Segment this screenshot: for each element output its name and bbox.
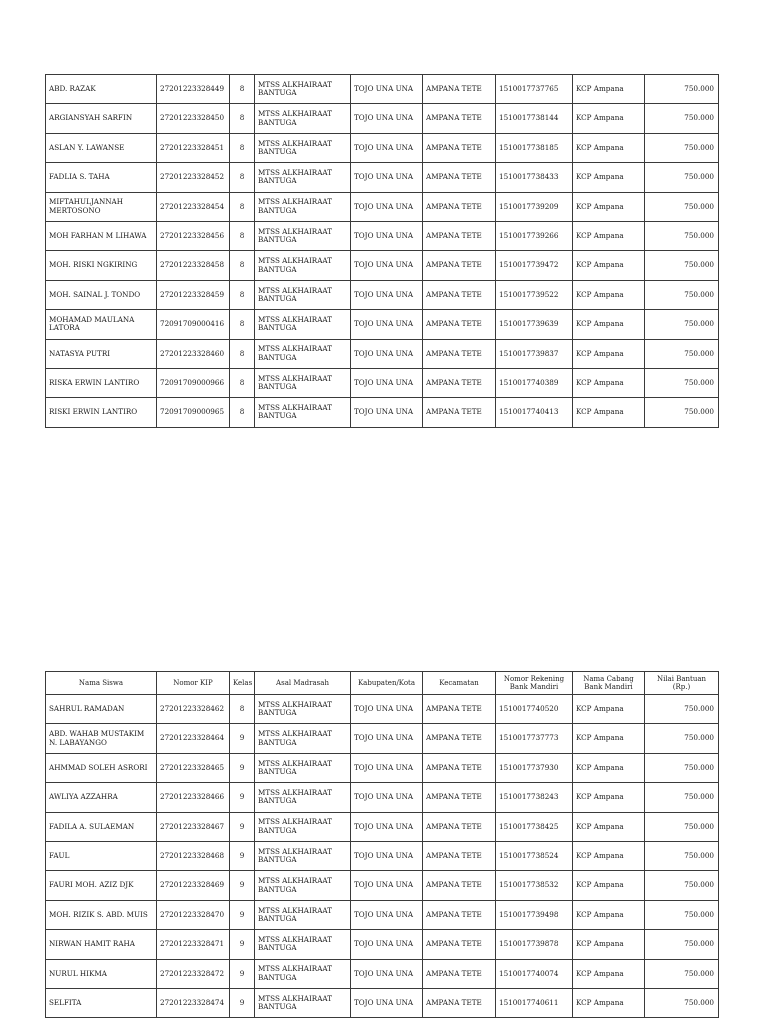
cell-nomor-kip: 27201223328452 <box>157 163 230 192</box>
table-row <box>46 959 719 988</box>
cell-nilai-bantuan: 750.000 <box>645 930 719 959</box>
cell-kelas: 9 <box>230 988 255 1017</box>
cell-kabupaten: TOJO UNA UNA <box>351 192 423 221</box>
cell-kabupaten: TOJO UNA UNA <box>351 871 423 900</box>
cell-asal-madrasah: MTSS ALKHAIRAAT BANTUGA <box>255 75 351 104</box>
cell-nomor-rekening: 1510017739522 <box>496 280 573 309</box>
cell-kecamatan: AMPANA TETE <box>423 368 496 397</box>
cell-kelas: 8 <box>230 251 255 280</box>
table-row <box>46 280 719 309</box>
cell-nilai-bantuan: 750.000 <box>645 959 719 988</box>
cell-nama-siswa: ABD. RAZAK <box>46 75 157 104</box>
cell-nama-siswa: AHMMAD SOLEH ASRORI <box>46 753 157 782</box>
cell-asal-madrasah: MTSS ALKHAIRAAT BANTUGA <box>255 959 351 988</box>
cell-nama-cabang: KCP Ampana <box>573 753 645 782</box>
cell-nomor-kip: 27201223328454 <box>157 192 230 221</box>
cell-kabupaten: TOJO UNA UNA <box>351 900 423 929</box>
table-row <box>46 368 719 397</box>
cell-nama-cabang: KCP Ampana <box>573 221 645 250</box>
cell-nama-cabang: KCP Ampana <box>573 251 645 280</box>
cell-kabupaten: TOJO UNA UNA <box>351 398 423 427</box>
cell-nama-cabang: KCP Ampana <box>573 163 645 192</box>
cell-nomor-kip: 27201223328469 <box>157 871 230 900</box>
cell-nomor-rekening: 1510017738433 <box>496 163 573 192</box>
cell-nilai-bantuan: 750.000 <box>645 398 719 427</box>
cell-nama-cabang: KCP Ampana <box>573 192 645 221</box>
cell-nomor-kip: 27201223328460 <box>157 339 230 368</box>
cell-kecamatan: AMPANA TETE <box>423 988 496 1017</box>
cell-nomor-rekening: 1510017738524 <box>496 841 573 870</box>
cell-kecamatan: AMPANA TETE <box>423 753 496 782</box>
cell-nilai-bantuan: 750.000 <box>645 841 719 870</box>
cell-asal-madrasah: MTSS ALKHAIRAAT BANTUGA <box>255 930 351 959</box>
cell-kecamatan: AMPANA TETE <box>423 104 496 133</box>
table-row <box>46 724 719 753</box>
cell-nama-siswa: ASLAN Y. LAWANSE <box>46 133 157 162</box>
cell-asal-madrasah: MTSS ALKHAIRAAT BANTUGA <box>255 251 351 280</box>
cell-nama-siswa: SELFITA <box>46 988 157 1017</box>
table-row <box>46 251 719 280</box>
cell-nomor-kip: 27201223328472 <box>157 959 230 988</box>
cell-nama-siswa: MOH. RISKI NGKIRING <box>46 251 157 280</box>
cell-nama-siswa: FADILA A. SULAEMAN <box>46 812 157 841</box>
cell-kecamatan: AMPANA TETE <box>423 221 496 250</box>
cell-kelas: 9 <box>230 959 255 988</box>
cell-kabupaten: TOJO UNA UNA <box>351 339 423 368</box>
cell-kabupaten: TOJO UNA UNA <box>351 75 423 104</box>
cell-nomor-rekening: 1510017737773 <box>496 724 573 753</box>
cell-nomor-kip: 27201223328474 <box>157 988 230 1017</box>
cell-nama-cabang: KCP Ampana <box>573 695 645 724</box>
cell-asal-madrasah: MTSS ALKHAIRAAT BANTUGA <box>255 192 351 221</box>
table-row <box>46 221 719 250</box>
table-row <box>46 812 719 841</box>
cell-asal-madrasah: MTSS ALKHAIRAAT BANTUGA <box>255 339 351 368</box>
cell-nilai-bantuan: 750.000 <box>645 783 719 812</box>
table-row <box>46 133 719 162</box>
cell-nama-cabang: KCP Ampana <box>573 339 645 368</box>
cell-kecamatan: AMPANA TETE <box>423 900 496 929</box>
cell-nomor-kip: 27201223328467 <box>157 812 230 841</box>
header-nama-siswa: Nama Siswa <box>46 672 157 695</box>
cell-nama-cabang: KCP Ampana <box>573 133 645 162</box>
cell-nama-siswa: MOHAMAD MAULANA LATORA <box>46 310 157 339</box>
header-row <box>46 672 719 695</box>
cell-kelas: 9 <box>230 753 255 782</box>
cell-kelas: 8 <box>230 310 255 339</box>
cell-kabupaten: TOJO UNA UNA <box>351 368 423 397</box>
cell-nomor-kip: 27201223328470 <box>157 900 230 929</box>
cell-asal-madrasah: MTSS ALKHAIRAAT BANTUGA <box>255 398 351 427</box>
cell-nilai-bantuan: 750.000 <box>645 724 719 753</box>
cell-asal-madrasah: MTSS ALKHAIRAAT BANTUGA <box>255 163 351 192</box>
cell-kelas: 9 <box>230 930 255 959</box>
cell-nomor-kip: 27201223328451 <box>157 133 230 162</box>
cell-nilai-bantuan: 750.000 <box>645 251 719 280</box>
table-row <box>46 192 719 221</box>
cell-asal-madrasah: MTSS ALKHAIRAAT BANTUGA <box>255 133 351 162</box>
cell-nomor-kip: 27201223328468 <box>157 841 230 870</box>
table-top-body <box>46 75 719 428</box>
cell-nomor-rekening: 1510017739209 <box>496 192 573 221</box>
cell-kelas: 8 <box>230 339 255 368</box>
cell-nama-cabang: KCP Ampana <box>573 812 645 841</box>
cell-kabupaten: TOJO UNA UNA <box>351 753 423 782</box>
cell-kecamatan: AMPANA TETE <box>423 398 496 427</box>
cell-nomor-kip: 27201223328456 <box>157 221 230 250</box>
cell-nama-siswa: MOH. SAINAL J. TONDO <box>46 280 157 309</box>
cell-asal-madrasah: MTSS ALKHAIRAAT BANTUGA <box>255 812 351 841</box>
header-kelas: Kelas <box>230 672 255 695</box>
cell-kabupaten: TOJO UNA UNA <box>351 959 423 988</box>
cell-nomor-kip: 27201223328471 <box>157 930 230 959</box>
cell-nama-cabang: KCP Ampana <box>573 104 645 133</box>
cell-nama-cabang: KCP Ampana <box>573 280 645 309</box>
cell-kecamatan: AMPANA TETE <box>423 812 496 841</box>
cell-kecamatan: AMPANA TETE <box>423 75 496 104</box>
cell-kelas: 8 <box>230 163 255 192</box>
cell-kecamatan: AMPANA TETE <box>423 841 496 870</box>
cell-kelas: 9 <box>230 783 255 812</box>
header-nilai-bantuan: Nilai Bantuan (Rp.) <box>645 672 719 695</box>
cell-nama-cabang: KCP Ampana <box>573 871 645 900</box>
cell-nomor-rekening: 1510017739266 <box>496 221 573 250</box>
cell-kecamatan: AMPANA TETE <box>423 724 496 753</box>
cell-nama-cabang: KCP Ampana <box>573 398 645 427</box>
cell-kelas: 8 <box>230 104 255 133</box>
cell-nilai-bantuan: 750.000 <box>645 368 719 397</box>
cell-nomor-rekening: 1510017737765 <box>496 75 573 104</box>
table-row <box>46 695 719 724</box>
header-nomor-kip: Nomor KIP <box>157 672 230 695</box>
header-kecamatan: Kecamatan <box>423 672 496 695</box>
cell-nilai-bantuan: 750.000 <box>645 900 719 929</box>
cell-kecamatan: AMPANA TETE <box>423 133 496 162</box>
cell-nama-siswa: RISKI ERWIN LANTIRO <box>46 398 157 427</box>
cell-asal-madrasah: MTSS ALKHAIRAAT BANTUGA <box>255 988 351 1017</box>
cell-nilai-bantuan: 750.000 <box>645 339 719 368</box>
cell-nama-siswa: ABD. WAHAB MUSTAKIM N. LABAYANGO <box>46 724 157 753</box>
cell-nama-cabang: KCP Ampana <box>573 841 645 870</box>
cell-kelas: 9 <box>230 841 255 870</box>
cell-kabupaten: TOJO UNA UNA <box>351 163 423 192</box>
cell-kabupaten: TOJO UNA UNA <box>351 310 423 339</box>
cell-kelas: 8 <box>230 695 255 724</box>
cell-nama-siswa: MOH FARHAN M LIHAWA <box>46 221 157 250</box>
cell-nilai-bantuan: 750.000 <box>645 310 719 339</box>
cell-kabupaten: TOJO UNA UNA <box>351 133 423 162</box>
table-row <box>46 310 719 339</box>
cell-nilai-bantuan: 750.000 <box>645 75 719 104</box>
cell-nomor-rekening: 1510017738243 <box>496 783 573 812</box>
cell-kelas: 8 <box>230 368 255 397</box>
cell-kabupaten: TOJO UNA UNA <box>351 812 423 841</box>
cell-asal-madrasah: MTSS ALKHAIRAAT BANTUGA <box>255 753 351 782</box>
cell-nilai-bantuan: 750.000 <box>645 988 719 1017</box>
cell-nomor-rekening: 1510017740611 <box>496 988 573 1017</box>
cell-kecamatan: AMPANA TETE <box>423 959 496 988</box>
cell-kecamatan: AMPANA TETE <box>423 310 496 339</box>
cell-nomor-rekening: 1510017738425 <box>496 812 573 841</box>
cell-kecamatan: AMPANA TETE <box>423 163 496 192</box>
cell-nomor-kip: 72091709000965 <box>157 398 230 427</box>
cell-nomor-rekening: 1510017739639 <box>496 310 573 339</box>
cell-nomor-rekening: 1510017740520 <box>496 695 573 724</box>
cell-nama-cabang: KCP Ampana <box>573 930 645 959</box>
cell-asal-madrasah: MTSS ALKHAIRAAT BANTUGA <box>255 221 351 250</box>
cell-asal-madrasah: MTSS ALKHAIRAAT BANTUGA <box>255 310 351 339</box>
cell-nomor-rekening: 1510017738532 <box>496 871 573 900</box>
table-row <box>46 753 719 782</box>
table-row <box>46 339 719 368</box>
cell-nama-siswa: NIRWAN HAMIT RAHA <box>46 930 157 959</box>
cell-nama-cabang: KCP Ampana <box>573 959 645 988</box>
cell-kabupaten: TOJO UNA UNA <box>351 695 423 724</box>
cell-asal-madrasah: MTSS ALKHAIRAAT BANTUGA <box>255 104 351 133</box>
cell-nama-cabang: KCP Ampana <box>573 310 645 339</box>
cell-nilai-bantuan: 750.000 <box>645 104 719 133</box>
cell-nama-siswa: FAUL <box>46 841 157 870</box>
cell-nomor-kip: 72091709000416 <box>157 310 230 339</box>
cell-kecamatan: AMPANA TETE <box>423 339 496 368</box>
table-row <box>46 163 719 192</box>
cell-kabupaten: TOJO UNA UNA <box>351 988 423 1017</box>
table-row <box>46 871 719 900</box>
cell-asal-madrasah: MTSS ALKHAIRAAT BANTUGA <box>255 724 351 753</box>
cell-kelas: 9 <box>230 724 255 753</box>
header-nama-cabang: Nama Cabang Bank Mandiri <box>573 672 645 695</box>
student-table-top <box>45 74 719 428</box>
cell-kecamatan: AMPANA TETE <box>423 783 496 812</box>
cell-asal-madrasah: MTSS ALKHAIRAAT BANTUGA <box>255 783 351 812</box>
table-row <box>46 988 719 1017</box>
cell-kelas: 8 <box>230 280 255 309</box>
cell-nama-siswa: FAURI MOH. AZIZ DJK <box>46 871 157 900</box>
cell-kabupaten: TOJO UNA UNA <box>351 221 423 250</box>
student-table-bottom <box>45 671 719 1018</box>
cell-nama-cabang: KCP Ampana <box>573 75 645 104</box>
cell-nomor-kip: 27201223328459 <box>157 280 230 309</box>
cell-nomor-kip: 27201223328458 <box>157 251 230 280</box>
cell-asal-madrasah: MTSS ALKHAIRAAT BANTUGA <box>255 280 351 309</box>
table-row <box>46 104 719 133</box>
cell-nomor-rekening: 1510017739472 <box>496 251 573 280</box>
cell-nomor-kip: 27201223328449 <box>157 75 230 104</box>
cell-nomor-kip: 27201223328466 <box>157 783 230 812</box>
cell-nilai-bantuan: 750.000 <box>645 695 719 724</box>
cell-nilai-bantuan: 750.000 <box>645 192 719 221</box>
cell-nomor-kip: 72091709000966 <box>157 368 230 397</box>
cell-kelas: 8 <box>230 221 255 250</box>
cell-nama-siswa: MOH. RIZIK S. ABD. MUIS <box>46 900 157 929</box>
cell-asal-madrasah: MTSS ALKHAIRAAT BANTUGA <box>255 841 351 870</box>
table-row <box>46 930 719 959</box>
cell-nama-cabang: KCP Ampana <box>573 900 645 929</box>
table-row <box>46 783 719 812</box>
cell-kelas: 9 <box>230 900 255 929</box>
cell-nama-siswa: NURUL HIKMA <box>46 959 157 988</box>
cell-nilai-bantuan: 750.000 <box>645 871 719 900</box>
cell-kecamatan: AMPANA TETE <box>423 251 496 280</box>
cell-nilai-bantuan: 750.000 <box>645 753 719 782</box>
cell-nomor-rekening: 1510017738185 <box>496 133 573 162</box>
cell-nilai-bantuan: 750.000 <box>645 163 719 192</box>
cell-nama-siswa: MIFTAHULJANNAH MERTOSONO <box>46 192 157 221</box>
table-row <box>46 900 719 929</box>
cell-kelas: 8 <box>230 398 255 427</box>
cell-nomor-rekening: 1510017739878 <box>496 930 573 959</box>
cell-kecamatan: AMPANA TETE <box>423 192 496 221</box>
cell-nilai-bantuan: 750.000 <box>645 133 719 162</box>
cell-nomor-rekening: 1510017740413 <box>496 398 573 427</box>
cell-nama-siswa: ARGIANSYAH SARFIN <box>46 104 157 133</box>
cell-nomor-kip: 27201223328450 <box>157 104 230 133</box>
cell-kabupaten: TOJO UNA UNA <box>351 251 423 280</box>
cell-nomor-rekening: 1510017740074 <box>496 959 573 988</box>
cell-kecamatan: AMPANA TETE <box>423 280 496 309</box>
table-row <box>46 75 719 104</box>
cell-nomor-rekening: 1510017739837 <box>496 339 573 368</box>
cell-kabupaten: TOJO UNA UNA <box>351 783 423 812</box>
cell-nama-siswa: RISKA ERWIN LANTIRO <box>46 368 157 397</box>
cell-nomor-rekening: 1510017740389 <box>496 368 573 397</box>
cell-kabupaten: TOJO UNA UNA <box>351 104 423 133</box>
cell-nomor-rekening: 1510017739498 <box>496 900 573 929</box>
cell-nilai-bantuan: 750.000 <box>645 280 719 309</box>
cell-kabupaten: TOJO UNA UNA <box>351 930 423 959</box>
cell-kabupaten: TOJO UNA UNA <box>351 280 423 309</box>
cell-kabupaten: TOJO UNA UNA <box>351 841 423 870</box>
cell-kelas: 8 <box>230 192 255 221</box>
header-kabupaten: Kabupaten/Kota <box>351 672 423 695</box>
cell-nama-cabang: KCP Ampana <box>573 724 645 753</box>
table-row <box>46 398 719 427</box>
cell-nama-siswa: SAHRUL RAMADAN <box>46 695 157 724</box>
cell-kelas: 8 <box>230 75 255 104</box>
cell-nama-cabang: KCP Ampana <box>573 988 645 1017</box>
cell-asal-madrasah: MTSS ALKHAIRAAT BANTUGA <box>255 900 351 929</box>
cell-nama-cabang: KCP Ampana <box>573 783 645 812</box>
cell-kabupaten: TOJO UNA UNA <box>351 724 423 753</box>
cell-nomor-rekening: 1510017738144 <box>496 104 573 133</box>
table-bottom-body <box>46 695 719 1018</box>
table-header <box>46 672 719 695</box>
cell-asal-madrasah: MTSS ALKHAIRAAT BANTUGA <box>255 871 351 900</box>
cell-asal-madrasah: MTSS ALKHAIRAAT BANTUGA <box>255 695 351 724</box>
table-row <box>46 841 719 870</box>
cell-nomor-kip: 27201223328462 <box>157 695 230 724</box>
cell-nilai-bantuan: 750.000 <box>645 812 719 841</box>
cell-nama-siswa: NATASYA PUTRI <box>46 339 157 368</box>
cell-nama-cabang: KCP Ampana <box>573 368 645 397</box>
cell-kecamatan: AMPANA TETE <box>423 695 496 724</box>
cell-nomor-rekening: 1510017737930 <box>496 753 573 782</box>
cell-kelas: 9 <box>230 871 255 900</box>
cell-asal-madrasah: MTSS ALKHAIRAAT BANTUGA <box>255 368 351 397</box>
header-nomor-rekening: Nomor Rekening Bank Mandiri <box>496 672 573 695</box>
cell-nama-siswa: FADLIA S. TAHA <box>46 163 157 192</box>
cell-kecamatan: AMPANA TETE <box>423 930 496 959</box>
header-asal-madrasah: Asal Madrasah <box>255 672 351 695</box>
cell-kecamatan: AMPANA TETE <box>423 871 496 900</box>
cell-nilai-bantuan: 750.000 <box>645 221 719 250</box>
cell-kelas: 8 <box>230 133 255 162</box>
cell-nama-siswa: AWLIYA AZZAHRA <box>46 783 157 812</box>
cell-nomor-kip: 27201223328464 <box>157 724 230 753</box>
cell-kelas: 9 <box>230 812 255 841</box>
cell-nomor-kip: 27201223328465 <box>157 753 230 782</box>
